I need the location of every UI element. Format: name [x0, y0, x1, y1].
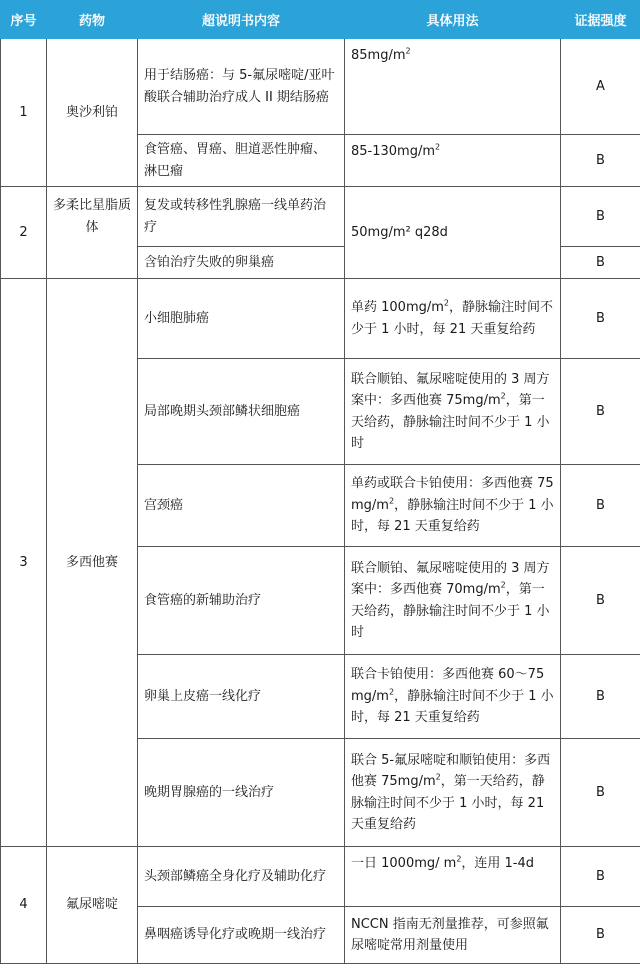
content-cell: 宫颈癌 [138, 465, 345, 547]
content-cell: 卵巢上皮癌一线化疗 [138, 655, 345, 739]
usage-cell: 单药或联合卡铂使用：多西他赛 $75mg/m^2$，静脉输注时间不少于 1 小时，每 21 天重复给药 [345, 465, 561, 547]
usage-cell: 50mg/m² q28d [345, 187, 561, 279]
evidence-cell: B [561, 247, 640, 279]
usage-cell: 联合 5-氟尿嘧啶和顺铂使用：多西他赛 $75mg/m^2$，第一天给药，静脉输注时间不少于 1 小时，每 21 天重复给药 [345, 739, 561, 847]
header-usage: 具体用法 [345, 1, 561, 39]
evidence-cell: B [561, 135, 640, 187]
evidence-cell: B [561, 187, 640, 247]
table-row [1, 279, 640, 359]
usage-cell: NCCN 指南无剂量推荐，可参照氟尿嘧啶常用剂量使用 [345, 907, 561, 964]
evidence-cell: B [561, 847, 640, 907]
serial-no-cell: 3 [1, 279, 47, 847]
content-cell: 食管癌的新辅助治疗 [138, 547, 345, 655]
evidence-cell: A [561, 39, 640, 135]
content-cell: 局部晚期头颈部鳞状细胞癌 [138, 359, 345, 465]
content-cell: 晚期胃腺癌的一线治疗 [138, 739, 345, 847]
serial-no-cell: 2 [1, 187, 47, 279]
table-row [1, 39, 640, 135]
usage-cell: $85mg/m^2$ [345, 39, 561, 135]
drug-cell: 多柔比星脂质体 [47, 187, 138, 279]
header-serial-no: 序号 [1, 1, 47, 39]
header-off-label-content: 超说明书内容 [138, 1, 345, 39]
drug-cell: 氟尿嘧啶 [47, 847, 138, 964]
drug-cell: 多西他赛 [47, 279, 138, 847]
usage-cell: 一日 1000mg/ $m^2$，连用 1-4d [345, 847, 561, 907]
header-drug: 药物 [47, 1, 138, 39]
usage-cell: 联合顺铂、氟尿嘧啶使用的 3 周方案中：多西他赛 $70mg/m^2$，第一天给药，静脉输注时间不少于 1 小时 [345, 547, 561, 655]
header-row [1, 1, 640, 39]
evidence-cell: B [561, 465, 640, 547]
evidence-cell: B [561, 739, 640, 847]
content-cell: 头颈部鳞癌全身化疗及辅助化疗 [138, 847, 345, 907]
content-cell: 用于结肠癌：与 5-氟尿嘧啶/亚叶酸联合辅助治疗成人 II 期结肠癌 [138, 39, 345, 135]
serial-no-cell: 4 [1, 847, 47, 964]
content-cell: 食管癌、胃癌、胆道恶性肿瘤、淋巴瘤 [138, 135, 345, 187]
header-evidence-level: 证据强度 [561, 1, 640, 39]
usage-cell: 联合卡铂使用：多西他赛 $60\sim 75mg/m^2$，静脉输注时间不少于 1 小时，每 21 天重复给药 [345, 655, 561, 739]
evidence-cell: B [561, 907, 640, 964]
evidence-cell: B [561, 279, 640, 359]
content-cell: 复发或转移性乳腺癌一线单药治疗 [138, 187, 345, 247]
evidence-cell: B [561, 655, 640, 739]
usage-cell: 联合顺铂、氟尿嘧啶使用的 3 周方案中：多西他赛 $75mg/m^2$，第一天给药，静脉输注时间不少于 1 小时 [345, 359, 561, 465]
content-cell: 含铂治疗失败的卵巢癌 [138, 247, 345, 279]
content-cell: 鼻咽癌诱导化疗或晚期一线治疗 [138, 907, 345, 964]
table-row [1, 847, 640, 907]
drug-cell: 奥沙利铂 [47, 39, 138, 187]
evidence-cell: B [561, 547, 640, 655]
content-cell: 小细胞肺癌 [138, 279, 345, 359]
usage-cell: $85-130mg/m^2$ [345, 135, 561, 187]
evidence-cell: B [561, 359, 640, 465]
serial-no-cell: 1 [1, 39, 47, 187]
usage-cell: 单药 $100mg/m^2$，静脉输注时间不少于 1 小时，每 21 天重复给药 [345, 279, 561, 359]
table-row [1, 187, 640, 247]
